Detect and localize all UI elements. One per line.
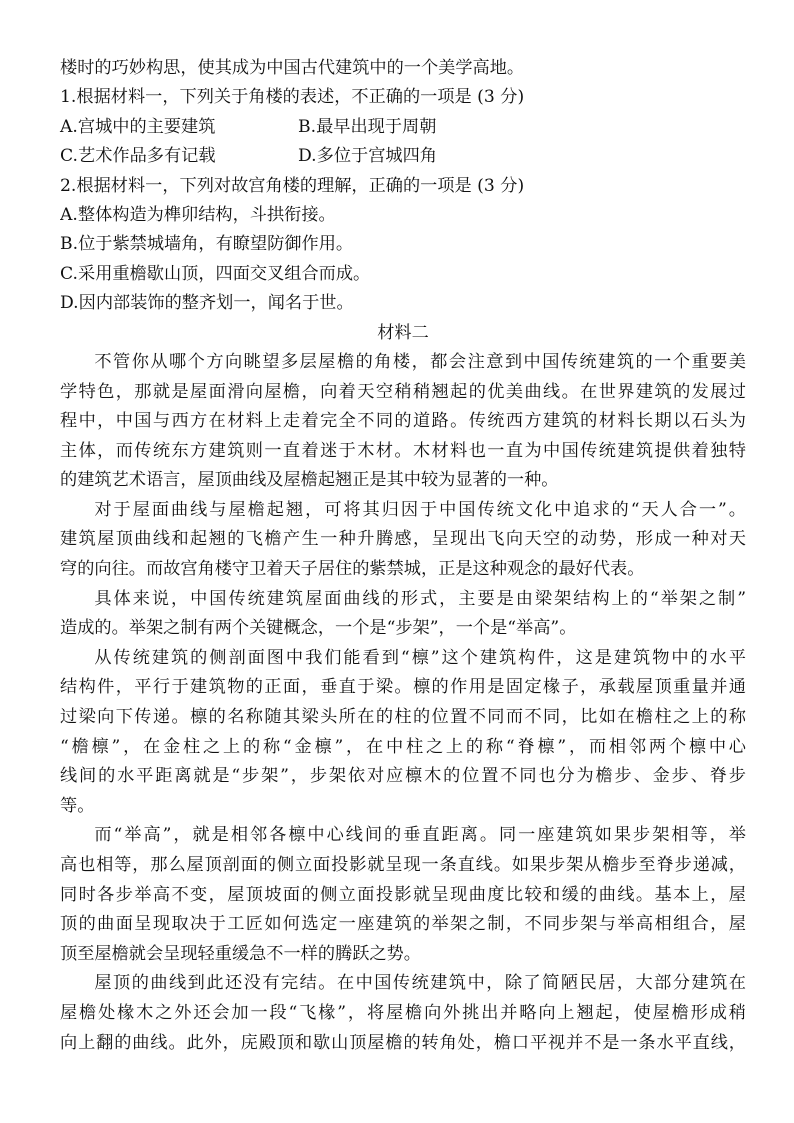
question-2-option-c: C.采用重檐歇山顶，四面交叉组合而成。 — [60, 263, 371, 284]
paragraph-line: 同时各步举高不变，屋顶坡面的侧立面投影就呈现曲度比较和缓的曲线。基本上，屋 — [60, 884, 746, 905]
paragraph-line: 造成的。举架之制有两个关键概念，一个是“步架”，一个是“举高”。 — [60, 618, 577, 639]
material-2-body — [60, 348, 746, 1058]
paragraph-line: 不管你从哪个方向眺望多层屋檐的角楼，都会注意到中国传统建筑的一个重要美 — [94, 351, 746, 372]
paragraph-line: “檐檩”，在金柱之上的称“金檩”，在中柱之上的称“脊檩”，而相邻两个檩中心 — [60, 736, 746, 757]
question-2-option-d: D.因内部装饰的整齐划一，闻名于世。 — [60, 293, 354, 314]
paragraph-line: 程中，中国与西方在材料上走着完全不同的道路。传统西方建筑的材料长期以石头为 — [60, 411, 746, 432]
material-2-heading: 材料二 — [377, 322, 429, 343]
paragraph-line: 的建筑艺术语言，屋顶曲线及屋檐起翘正是其中较为显著的一种。 — [60, 470, 559, 491]
question-1-options-row-2 — [60, 142, 746, 171]
paragraph-line: 具体来说，中国传统建筑屋面曲线的形式，主要是由梁架结构上的“举架之制” — [94, 588, 746, 609]
document-page — [60, 54, 746, 1058]
paragraph-line: 向上翻的曲线。此外，庑殿顶和歇山顶屋檐的转角处，檐口平视并不是一条水平直线， — [60, 1032, 746, 1053]
paragraph-line: 主体，而传统东方建筑则一直着迷于木材。木材料也一直为中国传统建筑提供着独特 — [60, 440, 746, 461]
paragraph-line: 屋檐处椽木之外还会加一段“飞椽”，将屋檐向外挑出并略向上翘起，使屋檐形成稍 — [60, 1002, 746, 1023]
paragraph-line: 结构件，平行于建筑物的正面，垂直于梁。檩的作用是固定椽子，承载屋顶重量并通 — [60, 677, 746, 698]
question-1-stem: 1.根据材料一，下列关于角楼的表述，不正确的一项是 (3 分) — [60, 87, 525, 108]
paragraph-line: 学特色，那就是屋面滑向屋檐，向着天空稍稍翘起的优美曲线。在世界建筑的发展过 — [60, 381, 746, 402]
paragraph-line: 顶的曲面呈现取决于工匠如何选定一座建筑的举架之制，不同步架与举高相组合，屋 — [60, 914, 746, 935]
question-2-option-b: B.位于紫禁城墙角，有瞭望防御作用。 — [60, 234, 354, 255]
paragraph-line: 过梁向下传递。檩的名称随其梁头所在的柱的位置不同而不同，比如在檐柱之上的称 — [60, 707, 746, 728]
question-2-stem: 2.根据材料一，下列对故宫角楼的理解，正确的一项是 (3 分) — [60, 175, 525, 196]
paragraph-line: 对于屋面曲线与屋檐起翘，可将其归因于中国传统文化中追求的“天人合一”。 — [94, 499, 746, 520]
question-1-option-b: B.最早出现于周朝 — [298, 116, 437, 137]
paragraph-line: 从传统建筑的侧剖面图中我们能看到“檩”这个建筑构件，这是建筑物中的水平 — [94, 647, 746, 668]
paragraph-line: 线间的水平距离就是“步架”，步架依对应檩木的位置不同也分为檐步、金步、脊步 — [60, 766, 746, 787]
paragraph-line: 穹的向往。而故宫角楼守卫着天子居住的紫禁城，正是这种观念的最好代表。 — [60, 559, 645, 580]
paragraph-line: 而“举高”，就是相邻各檩中心线间的垂直距离。同一座建筑如果步架相等，举 — [94, 825, 746, 846]
intro-text: 楼时的巧妙构思，使其成为中国古代建筑中的一个美学高地。 — [60, 58, 525, 78]
paragraph-line: 等。 — [60, 795, 95, 816]
paragraph-line: 屋顶的曲线到此还没有完结。在中国传统建筑中，除了简陋民居，大部分建筑在 — [94, 973, 746, 994]
question-1-options-row-1 — [60, 113, 746, 142]
paragraph-line: 高也相等，那么屋顶剖面的侧立面投影就呈现一条直线。如果步架从檐步至脊步递减， — [60, 855, 746, 875]
question-1-option-d: D.多位于宫城四角 — [298, 146, 437, 167]
question-2-option-a: A.整体构造为榫卯结构，斗拱衔接。 — [60, 204, 336, 225]
question-1-option-a: A.宫城中的主要建筑 — [60, 116, 216, 137]
paragraph-line: 建筑屋顶曲线和起翘的飞檐产生一种升腾感，呈现出飞向天空的动势，形成一种对天 — [60, 529, 746, 550]
question-1-option-c: C.艺术作品多有记载 — [60, 146, 216, 167]
paragraph-line: 顶至屋檐就会呈现轻重缓急不一样的腾跃之势。 — [60, 943, 421, 964]
